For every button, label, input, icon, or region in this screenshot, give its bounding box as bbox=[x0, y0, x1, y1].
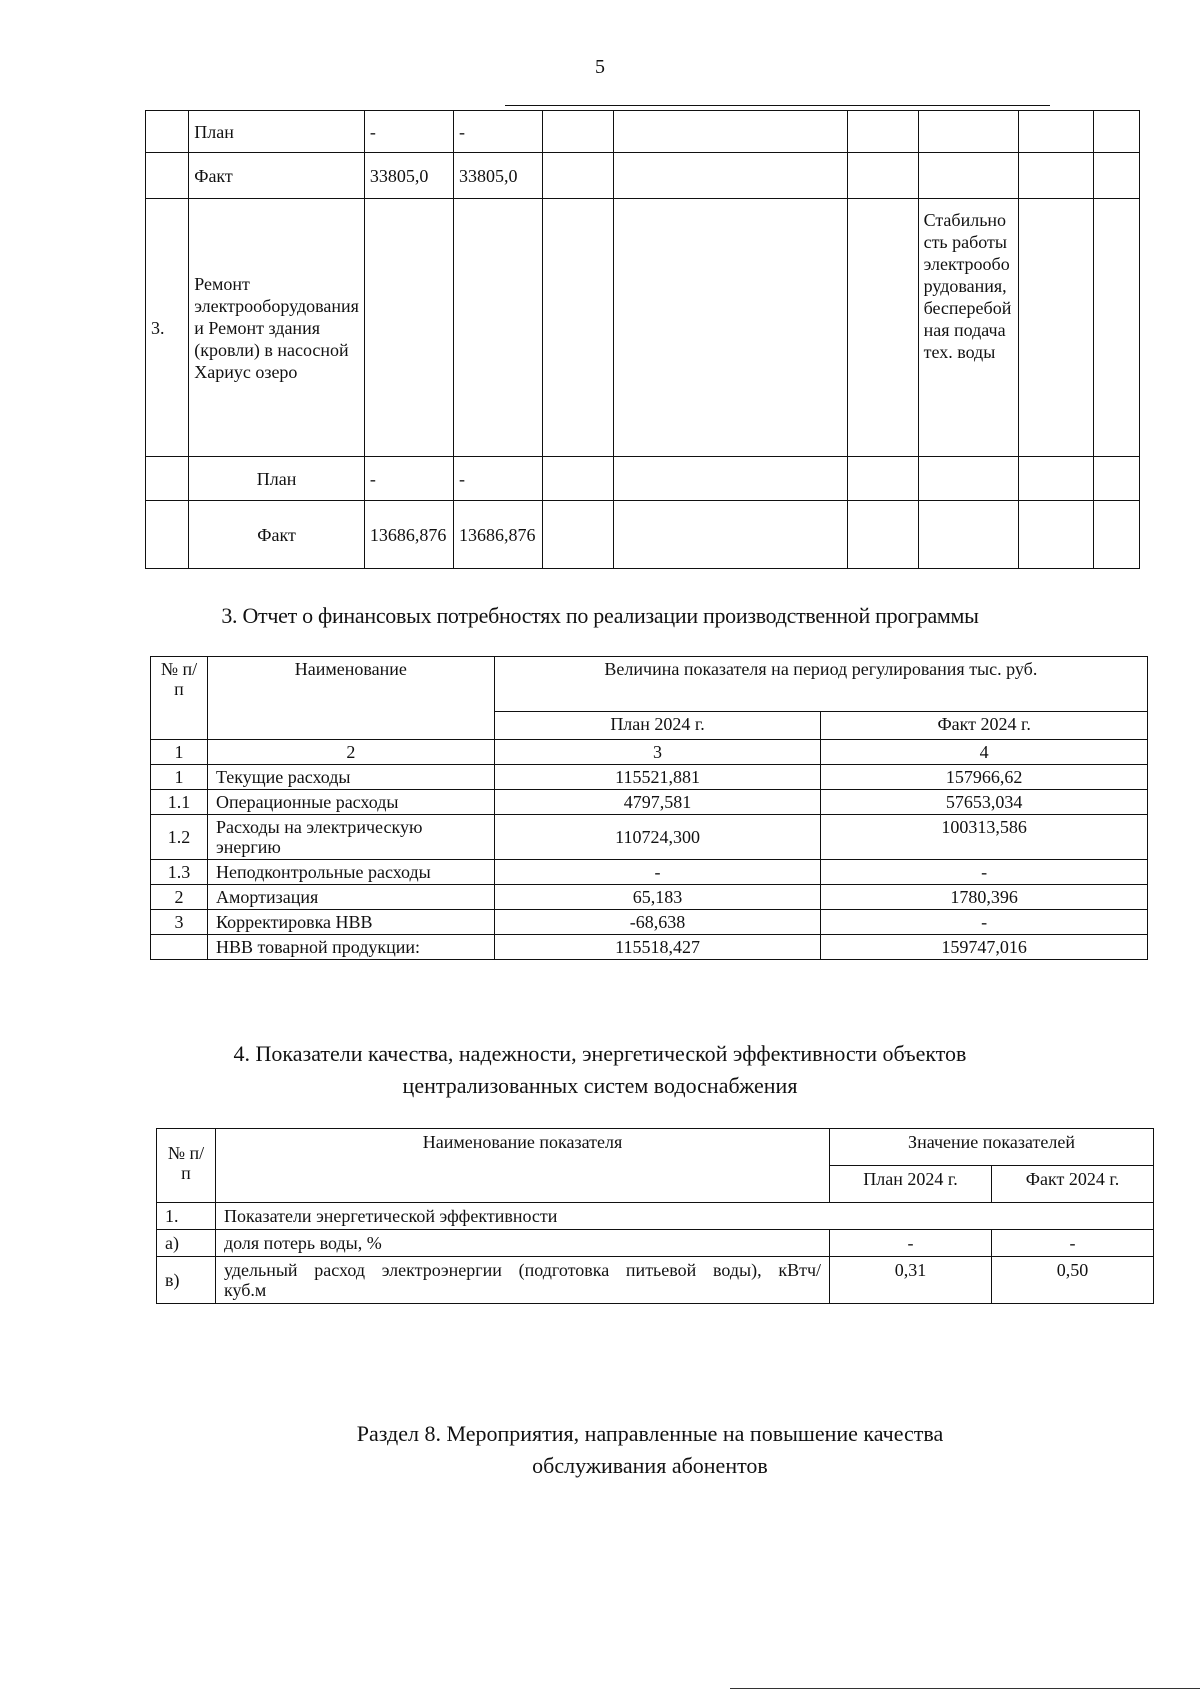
row-label: План bbox=[189, 111, 365, 153]
page-number: 5 bbox=[595, 56, 605, 78]
table-row bbox=[157, 1257, 1154, 1304]
section-3-title: 3. Отчет о финансовых потребностях по реализации производственной программы bbox=[221, 603, 979, 628]
col-header-num: № п/п bbox=[151, 657, 208, 740]
table-row bbox=[146, 111, 1140, 153]
row-number: 1.2 bbox=[151, 815, 208, 860]
header-row bbox=[151, 657, 1148, 712]
value-cell: - bbox=[454, 457, 543, 501]
fact-value: - bbox=[821, 860, 1148, 885]
col-header-fact: Факт 2024 г. bbox=[992, 1166, 1154, 1203]
fact-value: 57653,034 bbox=[821, 790, 1148, 815]
plan-value: 0,31 bbox=[830, 1257, 992, 1304]
row-number: 3. bbox=[146, 199, 189, 457]
col-header-name: Наименование bbox=[207, 657, 494, 740]
row-number: 1. bbox=[157, 1203, 216, 1230]
value-cell: 33805,0 bbox=[454, 153, 543, 199]
table-row bbox=[151, 910, 1148, 935]
fact-value: 159747,016 bbox=[821, 935, 1148, 960]
table-row bbox=[146, 153, 1140, 199]
fact-value: - bbox=[992, 1230, 1154, 1257]
col-header-plan: План 2024 г. bbox=[494, 712, 821, 740]
section-8-title-line2: обслуживания абонентов bbox=[532, 1453, 768, 1478]
fact-value: 100313,586 bbox=[821, 815, 1148, 860]
group-name: Показатели энергетической эффективности bbox=[216, 1203, 1154, 1230]
value-cell: 33805,0 bbox=[364, 153, 453, 199]
indicator-name: доля потерь воды, % bbox=[216, 1230, 830, 1257]
row-number: 1 bbox=[151, 765, 208, 790]
indicator-name: удельный расход электроэнергии (подготовка питьевой воды), кВтч/куб.м bbox=[216, 1257, 830, 1304]
value-cell: 13686,876 bbox=[454, 501, 543, 569]
table-row bbox=[146, 199, 1140, 457]
index-cell: 4 bbox=[821, 740, 1148, 765]
row-number bbox=[151, 935, 208, 960]
group-row bbox=[157, 1203, 1154, 1230]
col-header-value: Значение показателей bbox=[830, 1129, 1154, 1166]
fact-value: 0,50 bbox=[992, 1257, 1154, 1304]
plan-value: 110724,300 bbox=[494, 815, 821, 860]
section-8-title bbox=[0, 1418, 1200, 1482]
financial-table bbox=[150, 656, 1148, 960]
section-4-title bbox=[0, 1038, 1200, 1102]
table-row bbox=[151, 885, 1148, 910]
row-number: 3 bbox=[151, 910, 208, 935]
value-cell: - bbox=[364, 457, 453, 501]
total-row bbox=[151, 935, 1148, 960]
col-header-name: Наименование показателя bbox=[216, 1129, 830, 1203]
row-name: Операционные расходы bbox=[207, 790, 494, 815]
index-cell: 2 bbox=[207, 740, 494, 765]
row-name: Корректировка НВВ bbox=[207, 910, 494, 935]
row-name: Неподконтрольные расходы bbox=[207, 860, 494, 885]
value-cell: 13686,876 bbox=[364, 501, 453, 569]
measures-table bbox=[145, 110, 1140, 569]
expected-result: Стабильность работы электрооборудования, бесперебойная подача тех. воды bbox=[918, 199, 1019, 457]
top-rule bbox=[505, 105, 1050, 106]
table-row bbox=[146, 501, 1140, 569]
plan-value: - bbox=[494, 860, 821, 885]
section-8-title-line1: Раздел 8. Мероприятия, направленные на повышение качества bbox=[356, 1421, 944, 1446]
table-row bbox=[151, 790, 1148, 815]
fact-value: - bbox=[821, 910, 1148, 935]
table-row bbox=[151, 860, 1148, 885]
table-row bbox=[146, 457, 1140, 501]
header-row bbox=[157, 1129, 1154, 1166]
row-name: Расходы на электрическую энергию bbox=[207, 815, 494, 860]
plan-value: - bbox=[830, 1230, 992, 1257]
col-header-plan: План 2024 г. bbox=[830, 1166, 992, 1203]
plan-value: 115521,881 bbox=[494, 765, 821, 790]
row-number: а) bbox=[157, 1230, 216, 1257]
col-header-fact: Факт 2024 г. bbox=[821, 712, 1148, 740]
fact-value: 1780,396 bbox=[821, 885, 1148, 910]
row-label: План bbox=[189, 457, 365, 501]
index-row bbox=[151, 740, 1148, 765]
indicators-table bbox=[156, 1128, 1154, 1304]
row-number: 1.1 bbox=[151, 790, 208, 815]
row-name: Амортизация bbox=[207, 885, 494, 910]
plan-value: 115518,427 bbox=[494, 935, 821, 960]
index-cell: 3 bbox=[494, 740, 821, 765]
row-number: 1.3 bbox=[151, 860, 208, 885]
fact-value: 157966,62 bbox=[821, 765, 1148, 790]
plan-value: -68,638 bbox=[494, 910, 821, 935]
col-header-value: Величина показателя на период регулирования тыс. руб. bbox=[494, 657, 1147, 712]
table-row bbox=[157, 1230, 1154, 1257]
col-header-num: № п/п bbox=[157, 1129, 216, 1203]
table-row bbox=[151, 815, 1148, 860]
plan-value: 65,183 bbox=[494, 885, 821, 910]
table-row bbox=[151, 765, 1148, 790]
row-label: Факт bbox=[189, 501, 365, 569]
measure-name: Ремонт электрооборудования и Ремонт здания (кровли) в насосной Хариус озеро bbox=[189, 199, 365, 457]
row-name: НВВ товарной продукции: bbox=[207, 935, 494, 960]
bottom-rule bbox=[730, 1688, 1200, 1689]
section-4-title-line2: централизованных систем водоснабжения bbox=[402, 1073, 798, 1098]
index-cell: 1 bbox=[151, 740, 208, 765]
section-4-title-line1: 4. Показатели качества, надежности, энергетической эффективности объектов bbox=[233, 1041, 967, 1066]
value-cell: - bbox=[454, 111, 543, 153]
row-name: Текущие расходы bbox=[207, 765, 494, 790]
plan-value: 4797,581 bbox=[494, 790, 821, 815]
row-number: в) bbox=[157, 1257, 216, 1304]
row-label: Факт bbox=[189, 153, 365, 199]
row-number: 2 bbox=[151, 885, 208, 910]
value-cell: - bbox=[364, 111, 453, 153]
